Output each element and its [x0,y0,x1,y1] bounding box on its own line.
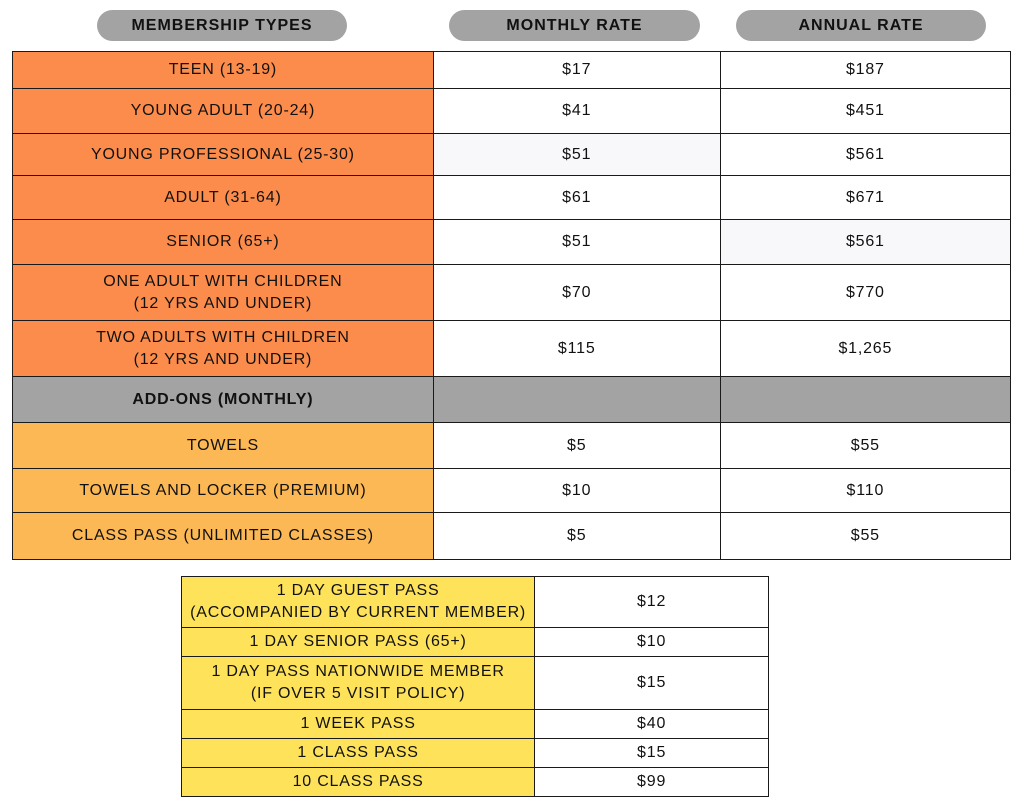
annual-rate-value: $55 [720,423,1010,469]
annual-rate-value: $561 [720,220,1010,265]
table-row [13,321,1011,377]
monthly-rate-value: $51 [433,134,720,176]
addon-label: TOWELS [13,423,434,469]
monthly-rate-value: $115 [433,321,720,377]
pass-label: 1 WEEK PASS [182,710,535,739]
addon-label: TOWELS AND LOCKER (PREMIUM) [13,469,434,513]
day-pass-table [181,576,769,797]
header-membership-types: MEMBERSHIP TYPES [97,10,347,41]
table-row [13,220,1011,265]
pass-label: 1 DAY PASS NATIONWIDE MEMBER (IF OVER 5 VISIT POLICY) [182,657,535,710]
header-monthly-rate: MONTHLY RATE [449,10,700,41]
annual-rate-value: $187 [720,52,1010,89]
table-row [182,739,769,768]
annual-rate-value: $110 [720,469,1010,513]
annual-rate-value: $561 [720,134,1010,176]
membership-label: YOUNG PROFESSIONAL (25-30) [13,134,434,176]
membership-label: TWO ADULTS WITH CHILDREN (12 YRS AND UNDER) [13,321,434,377]
membership-label: ONE ADULT WITH CHILDREN (12 YRS AND UNDER) [13,265,434,321]
annual-rate-value: $770 [720,265,1010,321]
pass-label: 1 DAY SENIOR PASS (65+) [182,628,535,657]
pass-price: $15 [535,739,769,768]
monthly-rate-value: $41 [433,89,720,134]
pass-price: $10 [535,628,769,657]
annual-rate-value: $1,265 [720,321,1010,377]
table-row [13,513,1011,560]
membership-rates-table [12,51,1011,560]
membership-label: TEEN (13-19) [13,52,434,89]
addons-header-row [13,377,1011,423]
annual-rate-value: $671 [720,176,1010,220]
table-row [13,89,1011,134]
monthly-rate-value: $61 [433,176,720,220]
table-row [13,176,1011,220]
addons-header-blank [433,377,720,423]
table-row [182,768,769,797]
pass-price: $40 [535,710,769,739]
addons-header: ADD-ONS (MONTHLY) [13,377,434,423]
pass-label: 10 CLASS PASS [182,768,535,797]
pass-price: $15 [535,657,769,710]
monthly-rate-value: $51 [433,220,720,265]
table-row [182,710,769,739]
annual-rate-value: $55 [720,513,1010,560]
membership-label: SENIOR (65+) [13,220,434,265]
monthly-rate-value: $17 [433,52,720,89]
table-row [13,134,1011,176]
pass-label: 1 CLASS PASS [182,739,535,768]
table-row [13,265,1011,321]
table-row [182,577,769,628]
monthly-rate-value: $5 [433,423,720,469]
membership-label: YOUNG ADULT (20-24) [13,89,434,134]
table-row [13,469,1011,513]
pass-price: $12 [535,577,769,628]
monthly-rate-value: $10 [433,469,720,513]
table-row [182,657,769,710]
addon-label: CLASS PASS (UNLIMITED CLASSES) [13,513,434,560]
table-row [13,423,1011,469]
membership-label: ADULT (31-64) [13,176,434,220]
table-row [182,628,769,657]
monthly-rate-value: $5 [433,513,720,560]
monthly-rate-value: $70 [433,265,720,321]
table-row [13,52,1011,89]
pass-price: $99 [535,768,769,797]
addons-header-blank [720,377,1010,423]
pass-label: 1 DAY GUEST PASS (ACCOMPANIED BY CURRENT MEMBER) [182,577,535,628]
header-annual-rate: ANNUAL RATE [736,10,986,41]
annual-rate-value: $451 [720,89,1010,134]
